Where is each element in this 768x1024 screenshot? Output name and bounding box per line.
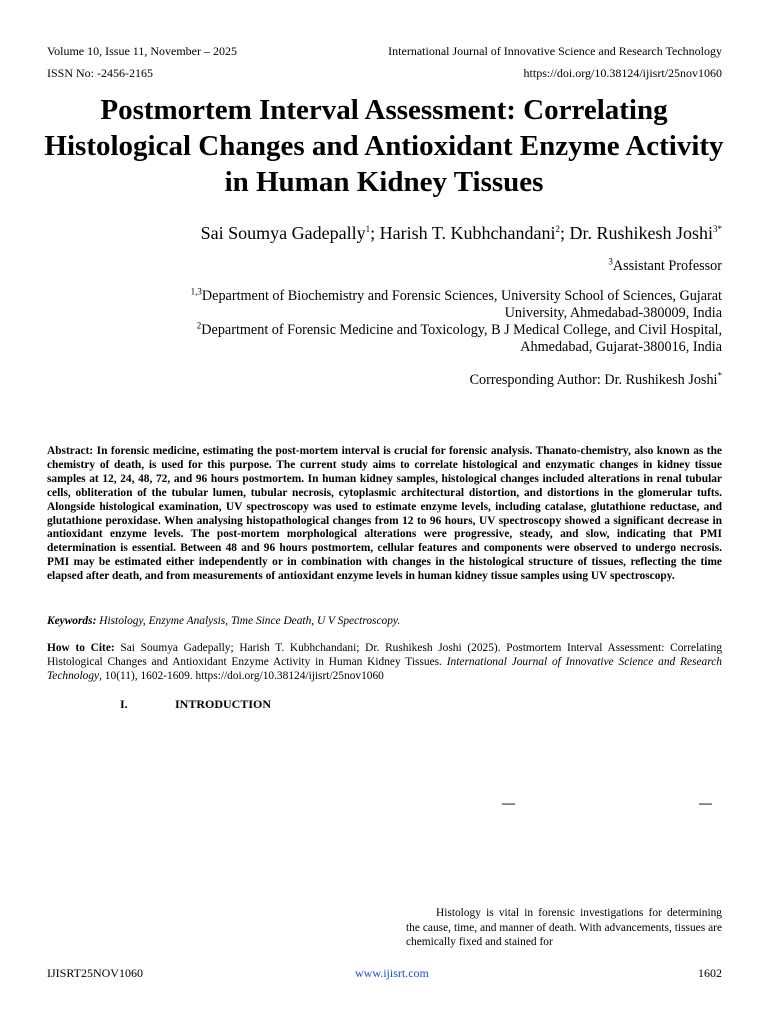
abstract-label: Abstract: (47, 445, 94, 457)
keywords-label: Keywords: (47, 615, 97, 627)
affiliation-line: University, Ahmedabad-380009, India (504, 305, 722, 321)
author-sup: 2 (555, 224, 560, 234)
corresponding-text: Corresponding Author: Dr. Rushikesh Joshi (469, 372, 718, 388)
footer-article-id: IJISRT25NOV1060 (47, 966, 143, 980)
author-sup: 1 (365, 224, 371, 234)
citation-label: How to Cite: (47, 642, 115, 654)
author-separator: ; (370, 223, 380, 243)
dash-mark: — (699, 795, 712, 810)
affiliation-line: Department of Forensic Medicine and Toxicology, B J Medical College, and Civil Hospital, (201, 322, 722, 338)
dash-mark: — (502, 795, 515, 810)
page-number: 1602 (698, 966, 722, 980)
issue-info: Volume 10, Issue 11, November – 2025 (47, 44, 237, 58)
author-name: Harish T. Kubhchandani (379, 223, 556, 243)
corresponding-sup: * (717, 370, 722, 381)
position-sup: 3 (608, 256, 613, 267)
affiliation-1 (122, 288, 722, 322)
issn: ISSN No: -2456-2165 (47, 66, 154, 80)
author-name: Dr. Rushikesh Joshi (569, 223, 713, 243)
journal-name: International Journal of Innovative Science and Research Technology (388, 44, 722, 58)
affiliation-2 (122, 322, 722, 356)
citation-journal: International Journal of Innovative Science and Research Technology (47, 656, 722, 682)
body-paragraph (406, 906, 722, 950)
author-list (201, 222, 722, 244)
citation-text: Sai Soumya Gadepally; Harish T. Kubhchandani; Dr. Rushikesh Joshi (2025). Postmortem Interval Assessment: Correlating Histological Changes and Antioxidant Enzyme Activity in Human Kidney Tissues. (47, 642, 723, 668)
author-name: Sai Soumya Gadepally (200, 223, 366, 243)
section-title: INTRODUCTION (175, 697, 272, 711)
paper-title: Postmortem Interval Assessment: Correlating Histological Changes and Antioxidant Enzyme Activity in Human Kidney Tissues (44, 94, 724, 198)
citation (47, 641, 722, 683)
author-separator: ; (559, 223, 570, 243)
section-number: I. (120, 697, 128, 711)
abstract-text: In forensic medicine, estimating the post-mortem interval is crucial for forensic analysis. Thanato-chemistry, also known as the chemistry of death, is used for this purpose. The current study aims to correlate histological and enzymatic changes in kidney tissue samples at 12, 24, 48, 72, and 96 hours postmortem. In human kidney samples, histological changes included alterations in renal tubular cells, obliteration of the tubular lumen, tubular necrosis, cytoplasmic architectural distortion, and distortions in the glomerular tufts. Alongside histological examination, UV spectroscopy was used to estimate enzyme levels, including catalase, glutathione reductase, and glutathione peroxidase. When analysing histopathological changes from 12 to 96 hours, UV spectroscopy showed a significant decrease in antioxidant enzyme levels. The post-mortem morphological alterations were progressive, steady, and slow, indicating that PMI determination is essential. Between 48 and 96 hours postmortem, cellular features and components were observed to undergo necrosis. PMI may be estimated either independently or in combination with changes in the histological structure of tissues, reflecting the time elapsed after death, and from measurements of antioxidant enzyme levels in human kidney tissue samples using UV spectroscopy. (47, 445, 722, 583)
affiliation-line: Department of Biochemistry and Forensic Sciences, University School of Sciences, Gujarat (201, 288, 722, 304)
author-position (122, 258, 722, 275)
footer-website-link[interactable]: www.ijisrt.com (355, 966, 429, 980)
doi-link[interactable]: https://doi.org/10.38124/ijisrt/25nov1060 (523, 66, 722, 80)
affiliation-sup: 2 (196, 320, 202, 331)
body-paragraph-text: Histology is vital in forensic investigations for determining the cause, time, and manner of death. With advancements, tissues are chemically fixed and stained for (406, 907, 722, 949)
keywords-text: Histology, Enzyme Analysis, Time Since Death, U V Spectroscopy. (99, 615, 401, 627)
author-sup: 3* (713, 224, 722, 234)
corresponding-author (122, 372, 722, 389)
citation-details: , 10(11), 1602-1609. https://doi.org/10.38124/ijisrt/25nov1060 (99, 670, 384, 682)
affiliation-line: Ahmedabad, Gujarat-380016, India (520, 339, 722, 355)
affiliation-sup: 1,3 (190, 286, 202, 297)
abstract (47, 445, 722, 584)
keywords (47, 614, 722, 628)
position-text: Assistant Professor (612, 258, 722, 274)
